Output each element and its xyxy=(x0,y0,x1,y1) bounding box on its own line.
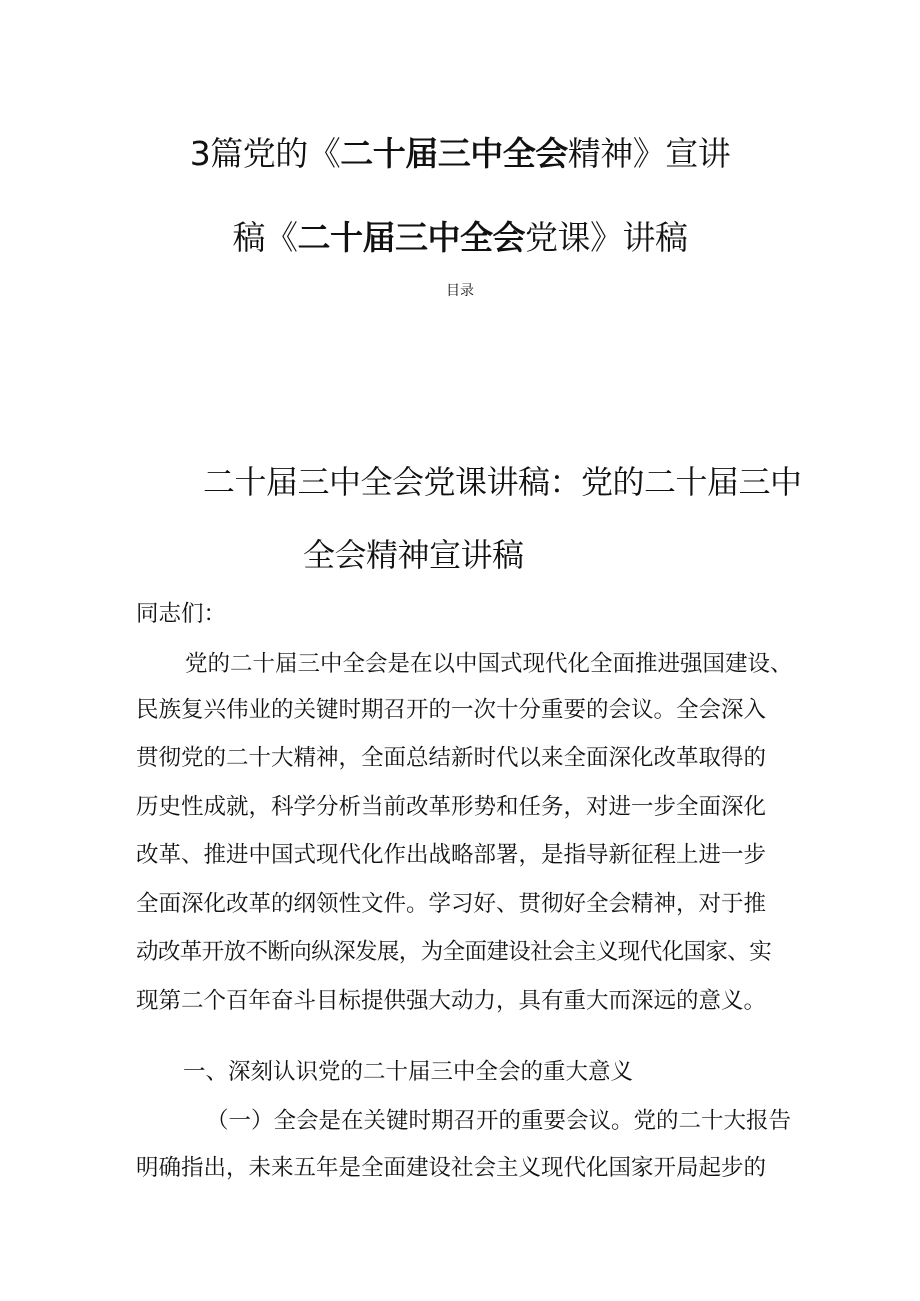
paragraph-line: 党的二十届三中全会是在以中国式现代化全面推进强国建设、 xyxy=(185,651,793,677)
title-2-part-1: 稿《 xyxy=(232,218,298,257)
article-title-line-2: 全会精神宣讲稿 xyxy=(303,536,524,574)
paragraph-line: 历史性成就，科学分析当前改革形势和任务，对进一步全面深化 xyxy=(136,794,767,820)
greeting: 同志们： xyxy=(136,601,227,627)
section-heading: 一、深刻认识党的二十届三中全会的重大意义 xyxy=(183,1059,634,1085)
title-1-part-2: 二十届三中全会 xyxy=(340,134,568,173)
title-2-part-3: 党课》讲稿 xyxy=(525,218,688,257)
title-1-part-3: 精神》宣讲 xyxy=(567,134,731,173)
title-2-part-2: 二十届三中全会 xyxy=(297,218,525,257)
paragraph-line: 改革、推进中国式现代化作出战略部署，是指导新征程上进一步 xyxy=(136,842,767,868)
title-1-part-1: 3篇党的《 xyxy=(189,134,341,173)
subsection-line: 明确指出，未来五年是全面建设社会主义现代化国家开局起步的 xyxy=(136,1155,767,1181)
paragraph-line: 全面深化改革的纲领性文件。学习好、贯彻好全会精神，对于推 xyxy=(136,891,767,917)
paragraph-line: 民族复兴伟业的关键时期召开的一次十分重要的会议。全会深入 xyxy=(136,697,767,723)
document-title-line-2 xyxy=(0,212,920,259)
subsection-line: （一）全会是在关键时期召开的重要会议。党的二十大报告 xyxy=(206,1108,792,1134)
document-title-line-1 xyxy=(0,128,920,175)
toc-label: 目录 xyxy=(446,283,474,299)
paragraph-line: 贯彻党的二十大精神，全面总结新时代以来全面深化改革取得的 xyxy=(136,745,767,771)
paragraph-line: 现第二个百年奋斗目标提供强大动力，具有重大而深远的意义。 xyxy=(136,988,767,1014)
paragraph-line: 动改革开放不断向纵深发展，为全面建设社会主义现代化国家、实 xyxy=(136,939,772,965)
article-title-line-1: 二十届三中全会党课讲稿：党的二十届三中 xyxy=(203,463,802,501)
